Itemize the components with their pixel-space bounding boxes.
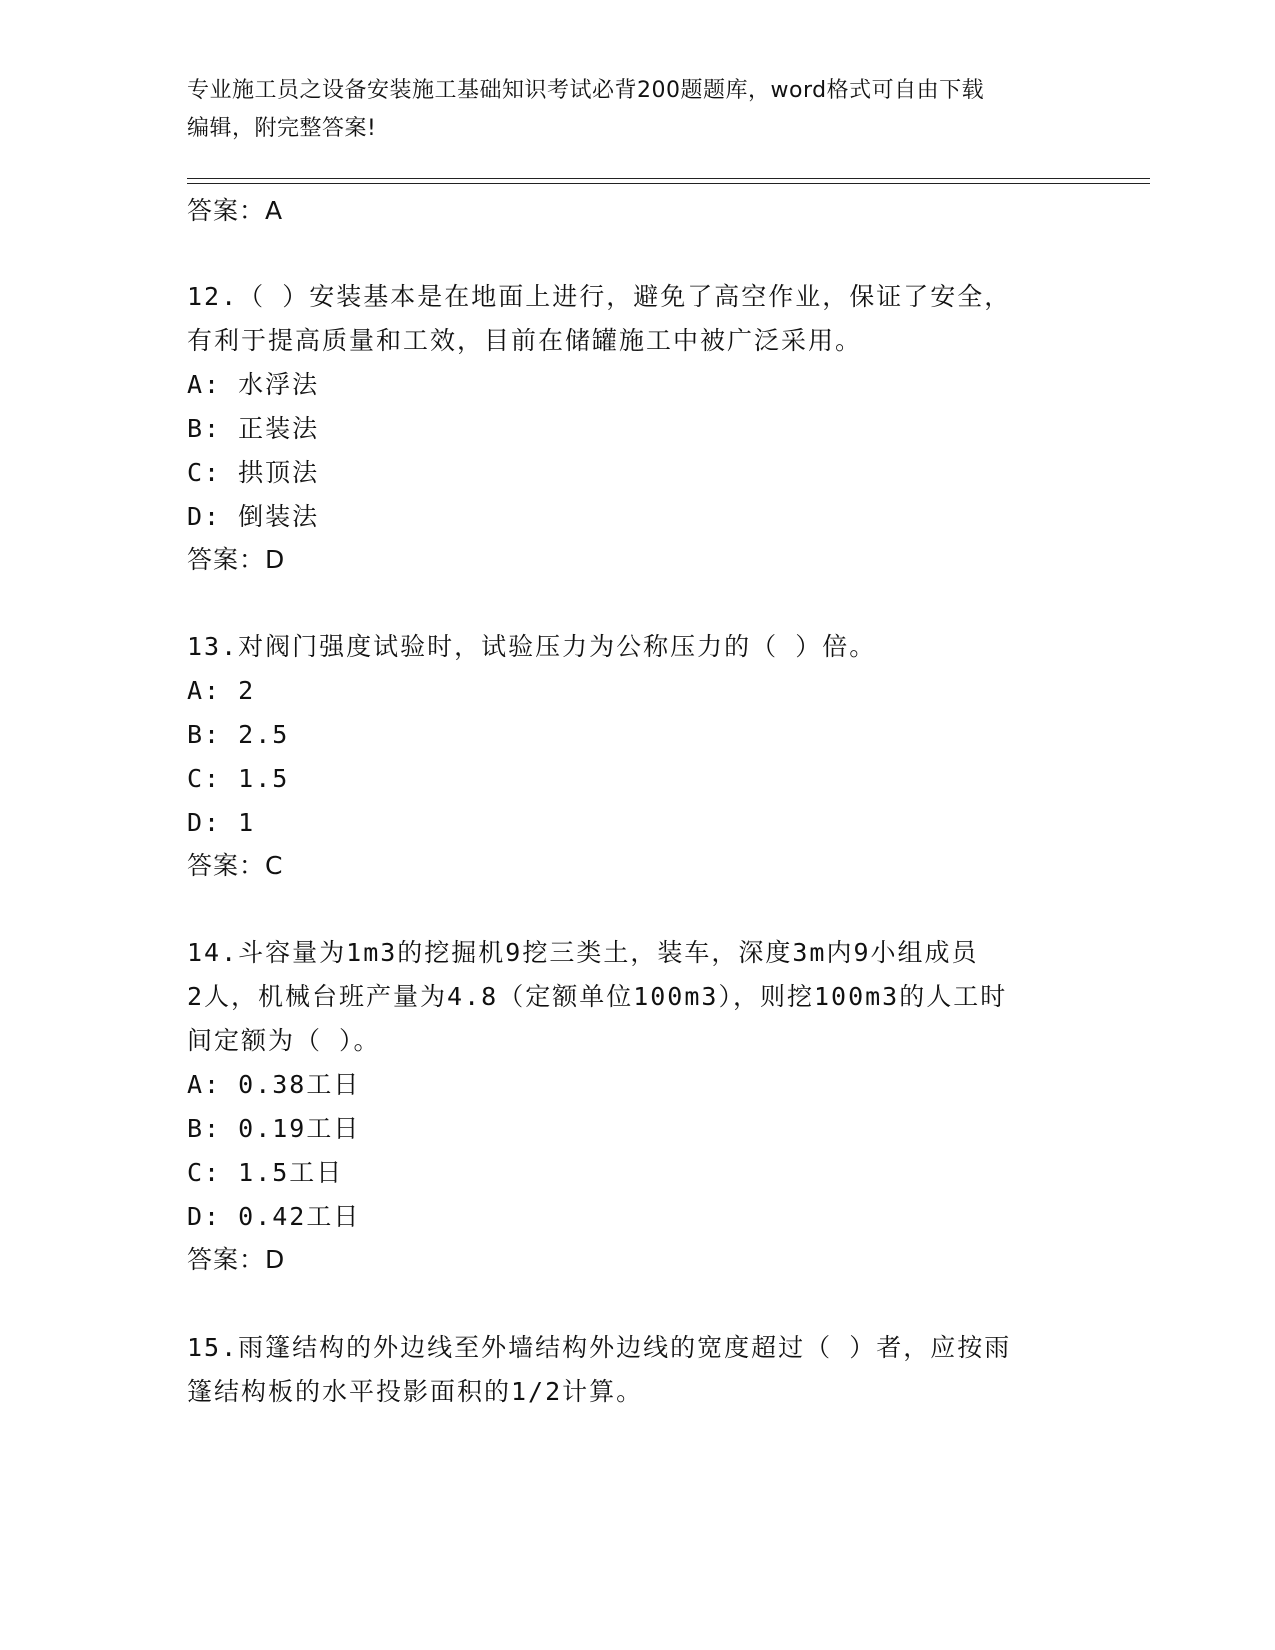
header-line-2: 编辑，附完整答案! [187, 116, 377, 141]
option-a: A: 水浮法 [187, 370, 320, 399]
question-text-line: 15.雨篷结构的外边线至外墙结构外边线的宽度超过（ ）者，应按雨 [187, 1333, 1012, 1362]
question-text-line: 篷结构板的水平投影面积的1/2计算。 [187, 1377, 644, 1406]
previous-answer: 答案：A [187, 196, 284, 225]
question-text-line: 12.（ ）安装基本是在地面上进行，避免了高空作业，保证了安全， [187, 282, 1012, 311]
question-text-line: 14.斗容量为1m3的挖掘机9挖三类土，装车，深度3m内9小组成员 [187, 938, 979, 967]
header-divider-bottom [187, 183, 1150, 184]
option-a: A: 0.38工日 [187, 1070, 361, 1099]
option-c: C: 1.5 [187, 764, 290, 793]
answer: 答案：C [187, 851, 284, 880]
header-line-1: 专业施工员之设备安装施工基础知识考试必背200题题库，word格式可自由下载 [187, 78, 985, 103]
option-b: B: 2.5 [187, 720, 290, 749]
option-c: C: 1.5工日 [187, 1158, 344, 1187]
document-header [187, 72, 1087, 148]
question-text-line: 间定额为（ ）。 [187, 1026, 381, 1055]
answer: 答案：D [187, 1245, 286, 1274]
option-c: C: 拱顶法 [187, 458, 320, 487]
question-text-line: 有利于提高质量和工效，目前在储罐施工中被广泛采用。 [187, 326, 863, 355]
question-text-line: 13.对阀门强度试验时，试验压力为公称压力的（ ）倍。 [187, 632, 877, 661]
question-text-line: 2人，机械台班产量为4.8（定额单位100m3），则挖100m3的人工时 [187, 982, 1008, 1011]
option-b: B: 0.19工日 [187, 1114, 361, 1143]
answer: 答案：D [187, 545, 286, 574]
option-a: A: 2 [187, 676, 256, 705]
option-d: D: 倒装法 [187, 502, 320, 531]
option-d: D: 1 [187, 808, 256, 837]
option-b: B: 正装法 [187, 414, 320, 443]
header-divider-top [187, 178, 1150, 179]
option-d: D: 0.42工日 [187, 1202, 361, 1231]
